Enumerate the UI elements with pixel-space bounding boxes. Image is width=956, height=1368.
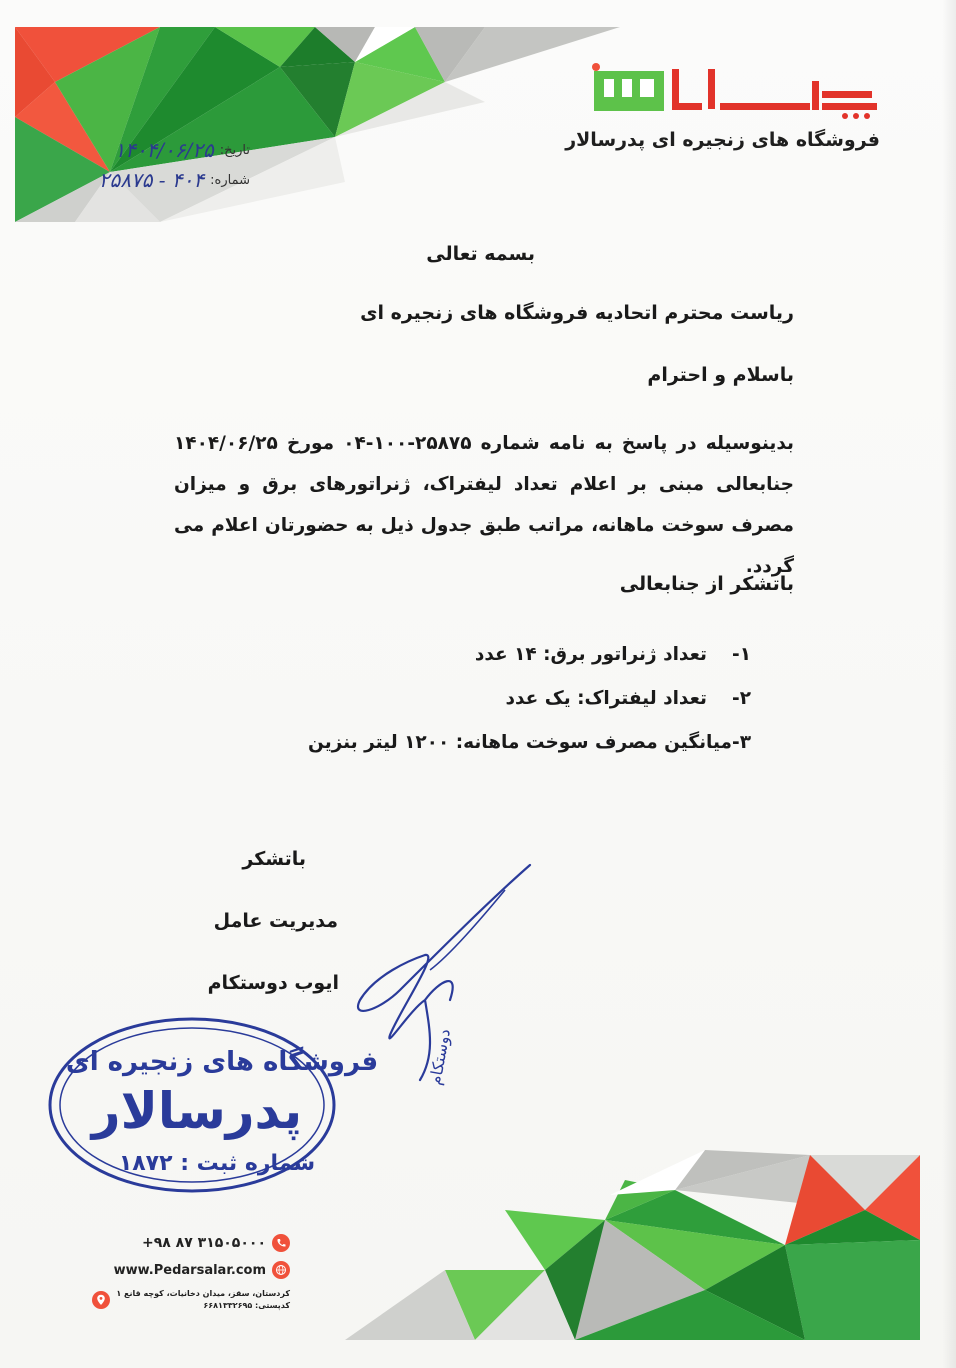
list-item-number: ۳- (732, 731, 751, 753)
contact-address-row (92, 1288, 290, 1312)
letter-recipient: ریاست محترم اتحادیه فروشگاه های زنجیره ای (360, 302, 794, 324)
header-polygon-decoration (15, 22, 620, 232)
signature-thanks: باتشکر (242, 848, 306, 870)
company-logo (565, 55, 890, 165)
contact-address-block (116, 1288, 290, 1312)
list-item-number: ۱- (732, 643, 751, 665)
footer-polygon-decoration (345, 1150, 920, 1350)
number-row (99, 169, 250, 191)
globe-icon (272, 1261, 290, 1279)
signature-name: ایوب دوستکام (207, 972, 339, 994)
list-item-number: ۲- (732, 687, 751, 709)
number-label: شماره: (210, 172, 250, 188)
list-item-text: میانگین مصرف سوخت ماهانه: ۱۲۰۰ لیتر بنزین (308, 731, 733, 753)
list-item (321, 632, 751, 676)
logo-tagline: فروشگاه های زنجیره ای پدرسالار (565, 129, 880, 151)
list-item-text: تعداد لیفتراک: یک عدد (505, 687, 707, 709)
contact-website: www.Pedarsalar.com (113, 1262, 266, 1278)
contact-phone: +۹۸ ۸۷ ۳۱۵۰۵۰۰۰ (141, 1235, 266, 1251)
stamp-bottom-text: شماره ثبت : ۱۸۷۲ (118, 1151, 316, 1176)
contact-phone-row (142, 1234, 290, 1252)
letter-body: بدینوسیله در پاسخ به نامه شماره ۲۵۸۷۵-۱۰۰-۰۴ مورخ ۱۴۰۴/۰۶/۲۵ جنابعالی مبنی بر اعلام تعداد لیفتراک، ژنراتورهای برق و میزان مصرف سوخت ماهانه، مراتب طبق جدول ذیل به حضورتان اعلام می گردد. (174, 433, 794, 577)
company-stamp (42, 1010, 379, 1200)
handwritten-signature (330, 860, 550, 1090)
list-item (321, 676, 751, 720)
number-value: ۲۵۸۷۵ - ۴۰۴ (98, 168, 205, 192)
logo-wordmark (590, 61, 880, 121)
signature-handwritten-text: دوستکام (425, 1027, 454, 1087)
signature-title: مدیریت عامل (213, 910, 338, 932)
date-row (114, 139, 250, 161)
list-item (308, 720, 751, 764)
letter-item-list (308, 632, 751, 764)
letter-heading: بسمه تعالی (426, 243, 535, 265)
letter-greeting: باسلام و احترام (647, 364, 794, 386)
letter-closing: باتشکر از جنابعالی (619, 573, 794, 595)
phone-icon (272, 1234, 290, 1252)
stamp-top-text: فروشگاه های زنجیره ای (65, 1047, 379, 1077)
date-label: تاریخ: (219, 142, 250, 158)
contact-website-row (114, 1261, 290, 1279)
page-edge-shadow (942, 0, 956, 1368)
contact-postal-code: کدپستی: ۶۶۸۱۳۳۲۶۹۵ (203, 1301, 290, 1310)
contact-address: کردستان، سقز، میدان دخانیات، کوچه قانع ۱ (116, 1289, 290, 1298)
location-pin-icon (92, 1291, 110, 1309)
stamp-center-text: پدرسالار (91, 1082, 303, 1140)
list-item-text: تعداد ژنراتور برق: ۱۴ عدد (474, 643, 707, 665)
letter-meta (55, 135, 250, 200)
date-value: ۱۴۰۴/۰۶/۲۵ (114, 138, 214, 162)
